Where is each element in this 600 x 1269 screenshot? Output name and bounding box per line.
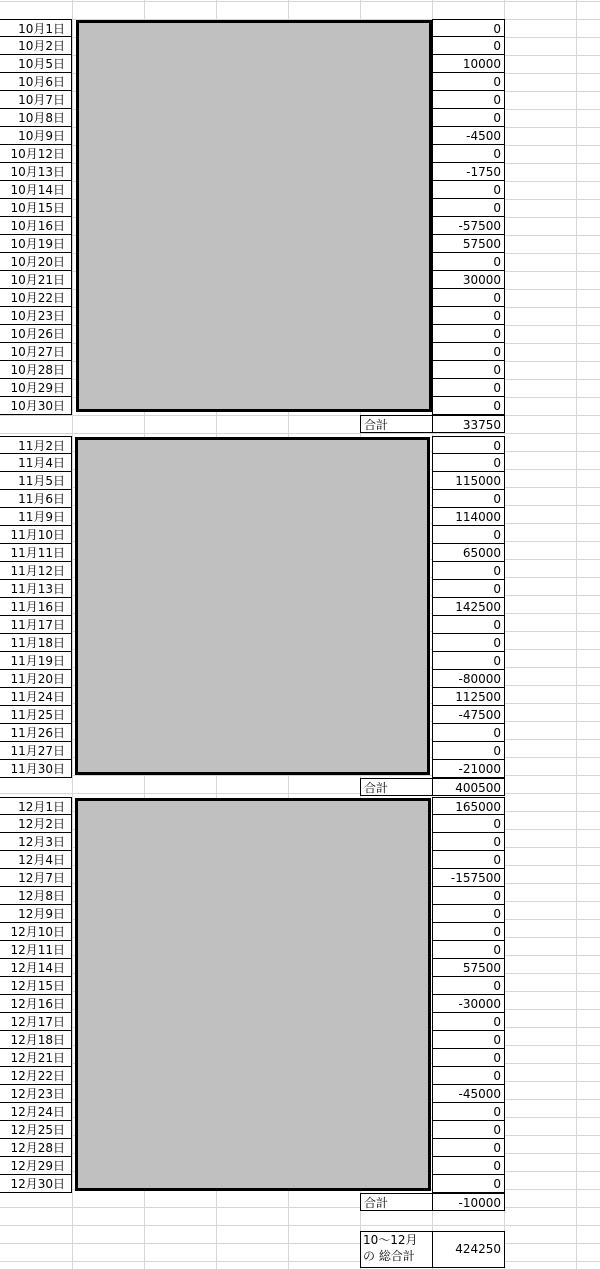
- amount-cell[interactable]: 0: [432, 851, 505, 869]
- amount-cell[interactable]: 0: [432, 19, 505, 37]
- date-cell[interactable]: 11月5日: [0, 472, 72, 490]
- date-cell[interactable]: 11月30日: [0, 760, 72, 778]
- amount-cell[interactable]: 10000: [432, 55, 505, 73]
- date-cell[interactable]: 12月15日: [0, 977, 72, 995]
- gridline-horizontal: [0, 1225, 600, 1226]
- amount-cell[interactable]: 0: [432, 253, 505, 271]
- amount-cell[interactable]: 0: [432, 742, 505, 760]
- date-cell[interactable]: 10月28日: [0, 361, 72, 379]
- date-cell[interactable]: 12月28日: [0, 1139, 72, 1157]
- amount-cell[interactable]: 0: [432, 1049, 505, 1067]
- grand-total-value[interactable]: 424250: [432, 1231, 505, 1268]
- date-cell[interactable]: 10月15日: [0, 199, 72, 217]
- date-cell[interactable]: 10月13日: [0, 163, 72, 181]
- gridline-horizontal: [0, 1207, 600, 1208]
- date-cell[interactable]: 12月3日: [0, 833, 72, 851]
- amount-cell[interactable]: 0: [432, 73, 505, 91]
- date-cell[interactable]: 10月22日: [0, 289, 72, 307]
- date-cell[interactable]: 12月23日: [0, 1085, 72, 1103]
- date-cell[interactable]: 12月8日: [0, 887, 72, 905]
- date-cell[interactable]: 10月21日: [0, 271, 72, 289]
- date-cell[interactable]: 12月7日: [0, 869, 72, 887]
- subtotal-value[interactable]: 400500: [432, 778, 505, 796]
- amount-cell[interactable]: 0: [432, 652, 505, 670]
- amount-cell[interactable]: -57500: [432, 217, 505, 235]
- date-cell[interactable]: 12月22日: [0, 1067, 72, 1085]
- amount-cell[interactable]: 57500: [432, 235, 505, 253]
- amount-cell[interactable]: -30000: [432, 995, 505, 1013]
- redacted-area: [76, 20, 432, 412]
- date-cell[interactable]: 11月2日: [0, 436, 72, 454]
- amount-cell[interactable]: -157500: [432, 869, 505, 887]
- date-cell[interactable]: 12月9日: [0, 905, 72, 923]
- amount-cell[interactable]: 0: [432, 1157, 505, 1175]
- date-cell[interactable]: 10月1日: [0, 19, 72, 37]
- amount-cell[interactable]: 0: [432, 181, 505, 199]
- subtotal-label[interactable]: 合計: [360, 415, 432, 433]
- date-cell[interactable]: 12月25日: [0, 1121, 72, 1139]
- amount-cell[interactable]: -45000: [432, 1085, 505, 1103]
- date-cell[interactable]: 10月26日: [0, 325, 72, 343]
- redacted-area: [75, 437, 430, 775]
- amount-cell[interactable]: 0: [432, 37, 505, 55]
- date-cell[interactable]: 11月26日: [0, 724, 72, 742]
- amount-cell[interactable]: 0: [432, 1175, 505, 1193]
- date-cell[interactable]: 10月6日: [0, 73, 72, 91]
- subtotal-label[interactable]: 合計: [360, 778, 432, 796]
- amount-cell[interactable]: 65000: [432, 544, 505, 562]
- grand-total-label-line1: 10～12月: [363, 1233, 418, 1247]
- amount-cell[interactable]: 0: [432, 905, 505, 923]
- amount-cell[interactable]: 0: [432, 307, 505, 325]
- amount-cell[interactable]: 0: [432, 1067, 505, 1085]
- gridline-horizontal: [0, 775, 600, 776]
- date-cell[interactable]: 11月16日: [0, 598, 72, 616]
- amount-cell[interactable]: 57500: [432, 959, 505, 977]
- amount-cell[interactable]: -80000: [432, 670, 505, 688]
- amount-cell[interactable]: 0: [432, 1139, 505, 1157]
- amount-cell[interactable]: 0: [432, 887, 505, 905]
- date-cell[interactable]: 10月29日: [0, 379, 72, 397]
- amount-cell[interactable]: 0: [432, 199, 505, 217]
- date-cell[interactable]: 12月24日: [0, 1103, 72, 1121]
- date-cell[interactable]: 11月11日: [0, 544, 72, 562]
- date-cell[interactable]: 12月18日: [0, 1031, 72, 1049]
- date-cell[interactable]: 11月12日: [0, 562, 72, 580]
- amount-cell[interactable]: 0: [432, 1103, 505, 1121]
- amount-cell[interactable]: 0: [432, 436, 505, 454]
- date-cell[interactable]: 12月11日: [0, 941, 72, 959]
- date-cell[interactable]: 10月23日: [0, 307, 72, 325]
- grand-total-label-line2: の 総合計: [363, 1249, 415, 1263]
- amount-cell[interactable]: 0: [432, 815, 505, 833]
- amount-cell[interactable]: 0: [432, 634, 505, 652]
- amount-cell[interactable]: 0: [432, 977, 505, 995]
- date-cell[interactable]: 11月19日: [0, 652, 72, 670]
- gridline-vertical: [72, 0, 73, 1269]
- date-cell[interactable]: 12月14日: [0, 959, 72, 977]
- amount-cell[interactable]: 0: [432, 923, 505, 941]
- grand-total-label[interactable]: [360, 1231, 432, 1268]
- date-cell[interactable]: 11月18日: [0, 634, 72, 652]
- amount-cell[interactable]: 0: [432, 941, 505, 959]
- date-cell[interactable]: 12月21日: [0, 1049, 72, 1067]
- date-cell[interactable]: 10月20日: [0, 253, 72, 271]
- amount-cell[interactable]: 0: [432, 361, 505, 379]
- amount-cell[interactable]: 0: [432, 833, 505, 851]
- amount-cell[interactable]: 142500: [432, 598, 505, 616]
- gridline-horizontal: [0, 433, 600, 434]
- date-cell[interactable]: 11月4日: [0, 454, 72, 472]
- date-cell[interactable]: 10月30日: [0, 397, 72, 415]
- amount-cell[interactable]: 165000: [432, 797, 505, 815]
- amount-cell[interactable]: -1750: [432, 163, 505, 181]
- amount-cell[interactable]: 115000: [432, 472, 505, 490]
- date-cell[interactable]: 10月14日: [0, 181, 72, 199]
- amount-cell[interactable]: 0: [432, 325, 505, 343]
- subtotal-value[interactable]: 33750: [432, 415, 505, 433]
- gridline-horizontal: [0, 1243, 600, 1244]
- gridline-vertical: [576, 0, 577, 1269]
- amount-cell[interactable]: 0: [432, 490, 505, 508]
- date-cell[interactable]: 11月6日: [0, 490, 72, 508]
- gridline-horizontal: [0, 1, 600, 2]
- date-cell[interactable]: 11月20日: [0, 670, 72, 688]
- amount-cell[interactable]: 0: [432, 1031, 505, 1049]
- date-cell[interactable]: 11月13日: [0, 580, 72, 598]
- gridline-horizontal: [0, 1261, 600, 1262]
- date-cell[interactable]: 10月19日: [0, 235, 72, 253]
- date-cell[interactable]: 12月17日: [0, 1013, 72, 1031]
- subtotal-label[interactable]: 合計: [360, 1193, 432, 1211]
- amount-cell[interactable]: 112500: [432, 688, 505, 706]
- amount-cell[interactable]: 0: [432, 145, 505, 163]
- amount-cell[interactable]: -47500: [432, 706, 505, 724]
- amount-cell[interactable]: -4500: [432, 127, 505, 145]
- date-cell[interactable]: 10月8日: [0, 109, 72, 127]
- date-cell[interactable]: 11月10日: [0, 526, 72, 544]
- date-cell[interactable]: 10月12日: [0, 145, 72, 163]
- date-cell[interactable]: 12月1日: [0, 797, 72, 815]
- date-cell[interactable]: 10月2日: [0, 37, 72, 55]
- amount-cell[interactable]: 0: [432, 526, 505, 544]
- date-cell[interactable]: 11月9日: [0, 508, 72, 526]
- amount-cell[interactable]: 0: [432, 397, 505, 415]
- date-cell[interactable]: 11月17日: [0, 616, 72, 634]
- amount-cell[interactable]: 0: [432, 289, 505, 307]
- date-cell[interactable]: 12月4日: [0, 851, 72, 869]
- date-cell[interactable]: 12月30日: [0, 1175, 72, 1193]
- amount-cell[interactable]: 0: [432, 343, 505, 361]
- amount-cell[interactable]: 0: [432, 109, 505, 127]
- amount-cell[interactable]: 0: [432, 1013, 505, 1031]
- subtotal-value[interactable]: -10000: [432, 1193, 505, 1211]
- amount-cell[interactable]: 0: [432, 562, 505, 580]
- redacted-area: [75, 798, 431, 1191]
- date-cell[interactable]: 12月2日: [0, 815, 72, 833]
- amount-cell[interactable]: 30000: [432, 271, 505, 289]
- amount-cell[interactable]: 0: [432, 580, 505, 598]
- amount-cell[interactable]: 114000: [432, 508, 505, 526]
- gridline-horizontal: [0, 415, 600, 416]
- amount-cell[interactable]: 0: [432, 724, 505, 742]
- amount-cell[interactable]: 0: [432, 379, 505, 397]
- date-cell[interactable]: 12月10日: [0, 923, 72, 941]
- date-cell[interactable]: 10月5日: [0, 55, 72, 73]
- amount-cell[interactable]: -21000: [432, 760, 505, 778]
- amount-cell[interactable]: 0: [432, 454, 505, 472]
- date-cell[interactable]: 10月7日: [0, 91, 72, 109]
- amount-cell[interactable]: 0: [432, 1121, 505, 1139]
- date-cell[interactable]: 10月9日: [0, 127, 72, 145]
- date-cell[interactable]: 10月16日: [0, 217, 72, 235]
- date-cell[interactable]: 12月16日: [0, 995, 72, 1013]
- date-cell[interactable]: 10月27日: [0, 343, 72, 361]
- date-cell[interactable]: 11月24日: [0, 688, 72, 706]
- date-cell[interactable]: 12月29日: [0, 1157, 72, 1175]
- date-cell[interactable]: 11月27日: [0, 742, 72, 760]
- amount-cell[interactable]: 0: [432, 616, 505, 634]
- gridline-horizontal: [0, 793, 600, 794]
- amount-cell[interactable]: 0: [432, 91, 505, 109]
- date-cell[interactable]: 11月25日: [0, 706, 72, 724]
